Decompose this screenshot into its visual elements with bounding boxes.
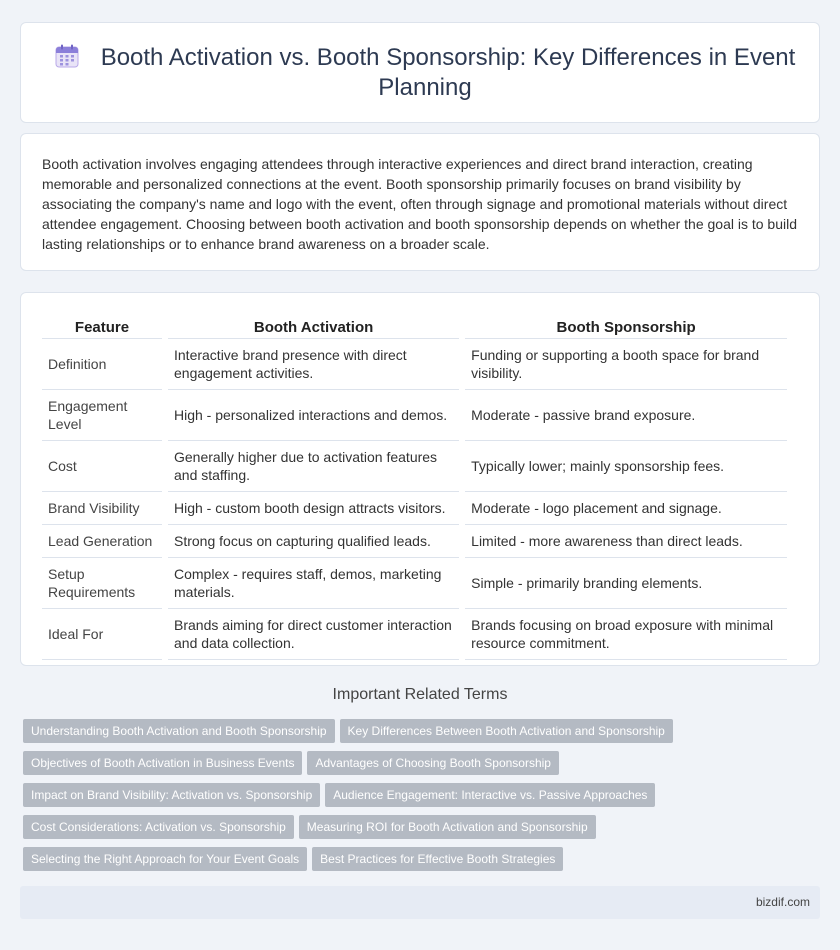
related-term-link[interactable]: Audience Engagement: Interactive vs. Passive Approaches	[325, 783, 655, 807]
activation-cell: High - custom booth design attracts visitors.	[168, 492, 459, 525]
table-row	[42, 441, 787, 492]
comparison-card	[20, 292, 820, 666]
feature-cell: Cost	[42, 441, 162, 492]
feature-cell: Lead Generation	[42, 525, 162, 558]
related-term-link[interactable]: Impact on Brand Visibility: Activation vs. Sponsorship	[23, 783, 320, 807]
table-row	[42, 339, 787, 390]
page-title	[51, 43, 799, 103]
calendar-icon	[55, 44, 79, 68]
activation-cell: Generally higher due to activation features and staffing.	[168, 441, 459, 492]
header-booth-sponsorship: Booth Sponsorship	[465, 316, 787, 339]
sponsorship-cell: Brands focusing on broad exposure with minimal resource commitment.	[465, 609, 787, 660]
activation-cell: Interactive brand presence with direct engagement activities.	[168, 339, 459, 390]
related-term-link[interactable]: Cost Considerations: Activation vs. Sponsorship	[23, 815, 294, 839]
title-card	[20, 22, 820, 123]
activation-cell: Strong focus on capturing qualified leads.	[168, 525, 459, 558]
sponsorship-cell: Moderate - logo placement and signage.	[465, 492, 787, 525]
sponsorship-cell: Limited - more awareness than direct leads.	[465, 525, 787, 558]
feature-cell: Engagement Level	[42, 390, 162, 441]
feature-cell: Brand Visibility	[42, 492, 162, 525]
page-title-text: Booth Activation vs. Booth Sponsorship: Key Differences in Event Planning	[100, 44, 796, 101]
related-term-link[interactable]: Measuring ROI for Booth Activation and Sponsorship	[299, 815, 596, 839]
footer-site-link[interactable]: bizdif.com	[755, 895, 810, 909]
sponsorship-cell: Typically lower; mainly sponsorship fees.	[465, 441, 787, 492]
sponsorship-cell: Moderate - passive brand exposure.	[465, 390, 787, 441]
feature-cell: Setup Requirements	[42, 558, 162, 609]
sponsorship-cell: Simple - primarily branding elements.	[465, 558, 787, 609]
related-terms-list	[23, 719, 813, 879]
table-row	[42, 492, 787, 525]
activation-cell: Brands aiming for direct customer interaction and data collection.	[168, 609, 459, 660]
comparison-table	[36, 316, 793, 660]
table-row	[42, 609, 787, 660]
table-header-row	[42, 316, 787, 339]
header-feature: Feature	[42, 316, 162, 339]
related-term-link[interactable]: Objectives of Booth Activation in Business Events	[23, 751, 302, 775]
activation-cell: Complex - requires staff, demos, marketing materials.	[168, 558, 459, 609]
footer	[20, 886, 820, 919]
related-term-link[interactable]: Best Practices for Effective Booth Strategies	[312, 847, 563, 871]
intro-card	[20, 133, 820, 271]
header-booth-activation: Booth Activation	[168, 316, 459, 339]
feature-cell: Definition	[42, 339, 162, 390]
activation-cell: High - personalized interactions and demos.	[168, 390, 459, 441]
related-term-link[interactable]: Understanding Booth Activation and Booth Sponsorship	[23, 719, 335, 743]
related-term-link[interactable]: Key Differences Between Booth Activation and Sponsorship	[340, 719, 673, 743]
table-row	[42, 558, 787, 609]
sponsorship-cell: Funding or supporting a booth space for brand visibility.	[465, 339, 787, 390]
related-term-link[interactable]: Advantages of Choosing Booth Sponsorship	[307, 751, 559, 775]
intro-paragraph: Booth activation involves engaging attendees through interactive experiences and direct brand interaction, creating memorable and personalized connections at the event. Booth sponsorship primarily focuses on brand visibility by associating the company's name and logo with the event, often through signage and promotional materials without direct attendee engagement. Choosing between booth activation and booth sponsorship depends on whether the goal is to build lasting relationships or to enhance brand awareness on a broader scale.	[42, 156, 797, 252]
table-row	[42, 525, 787, 558]
feature-cell: Ideal For	[42, 609, 162, 660]
related-term-link[interactable]: Selecting the Right Approach for Your Event Goals	[23, 847, 307, 871]
table-row	[42, 390, 787, 441]
related-terms-title: Important Related Terms	[332, 686, 508, 703]
